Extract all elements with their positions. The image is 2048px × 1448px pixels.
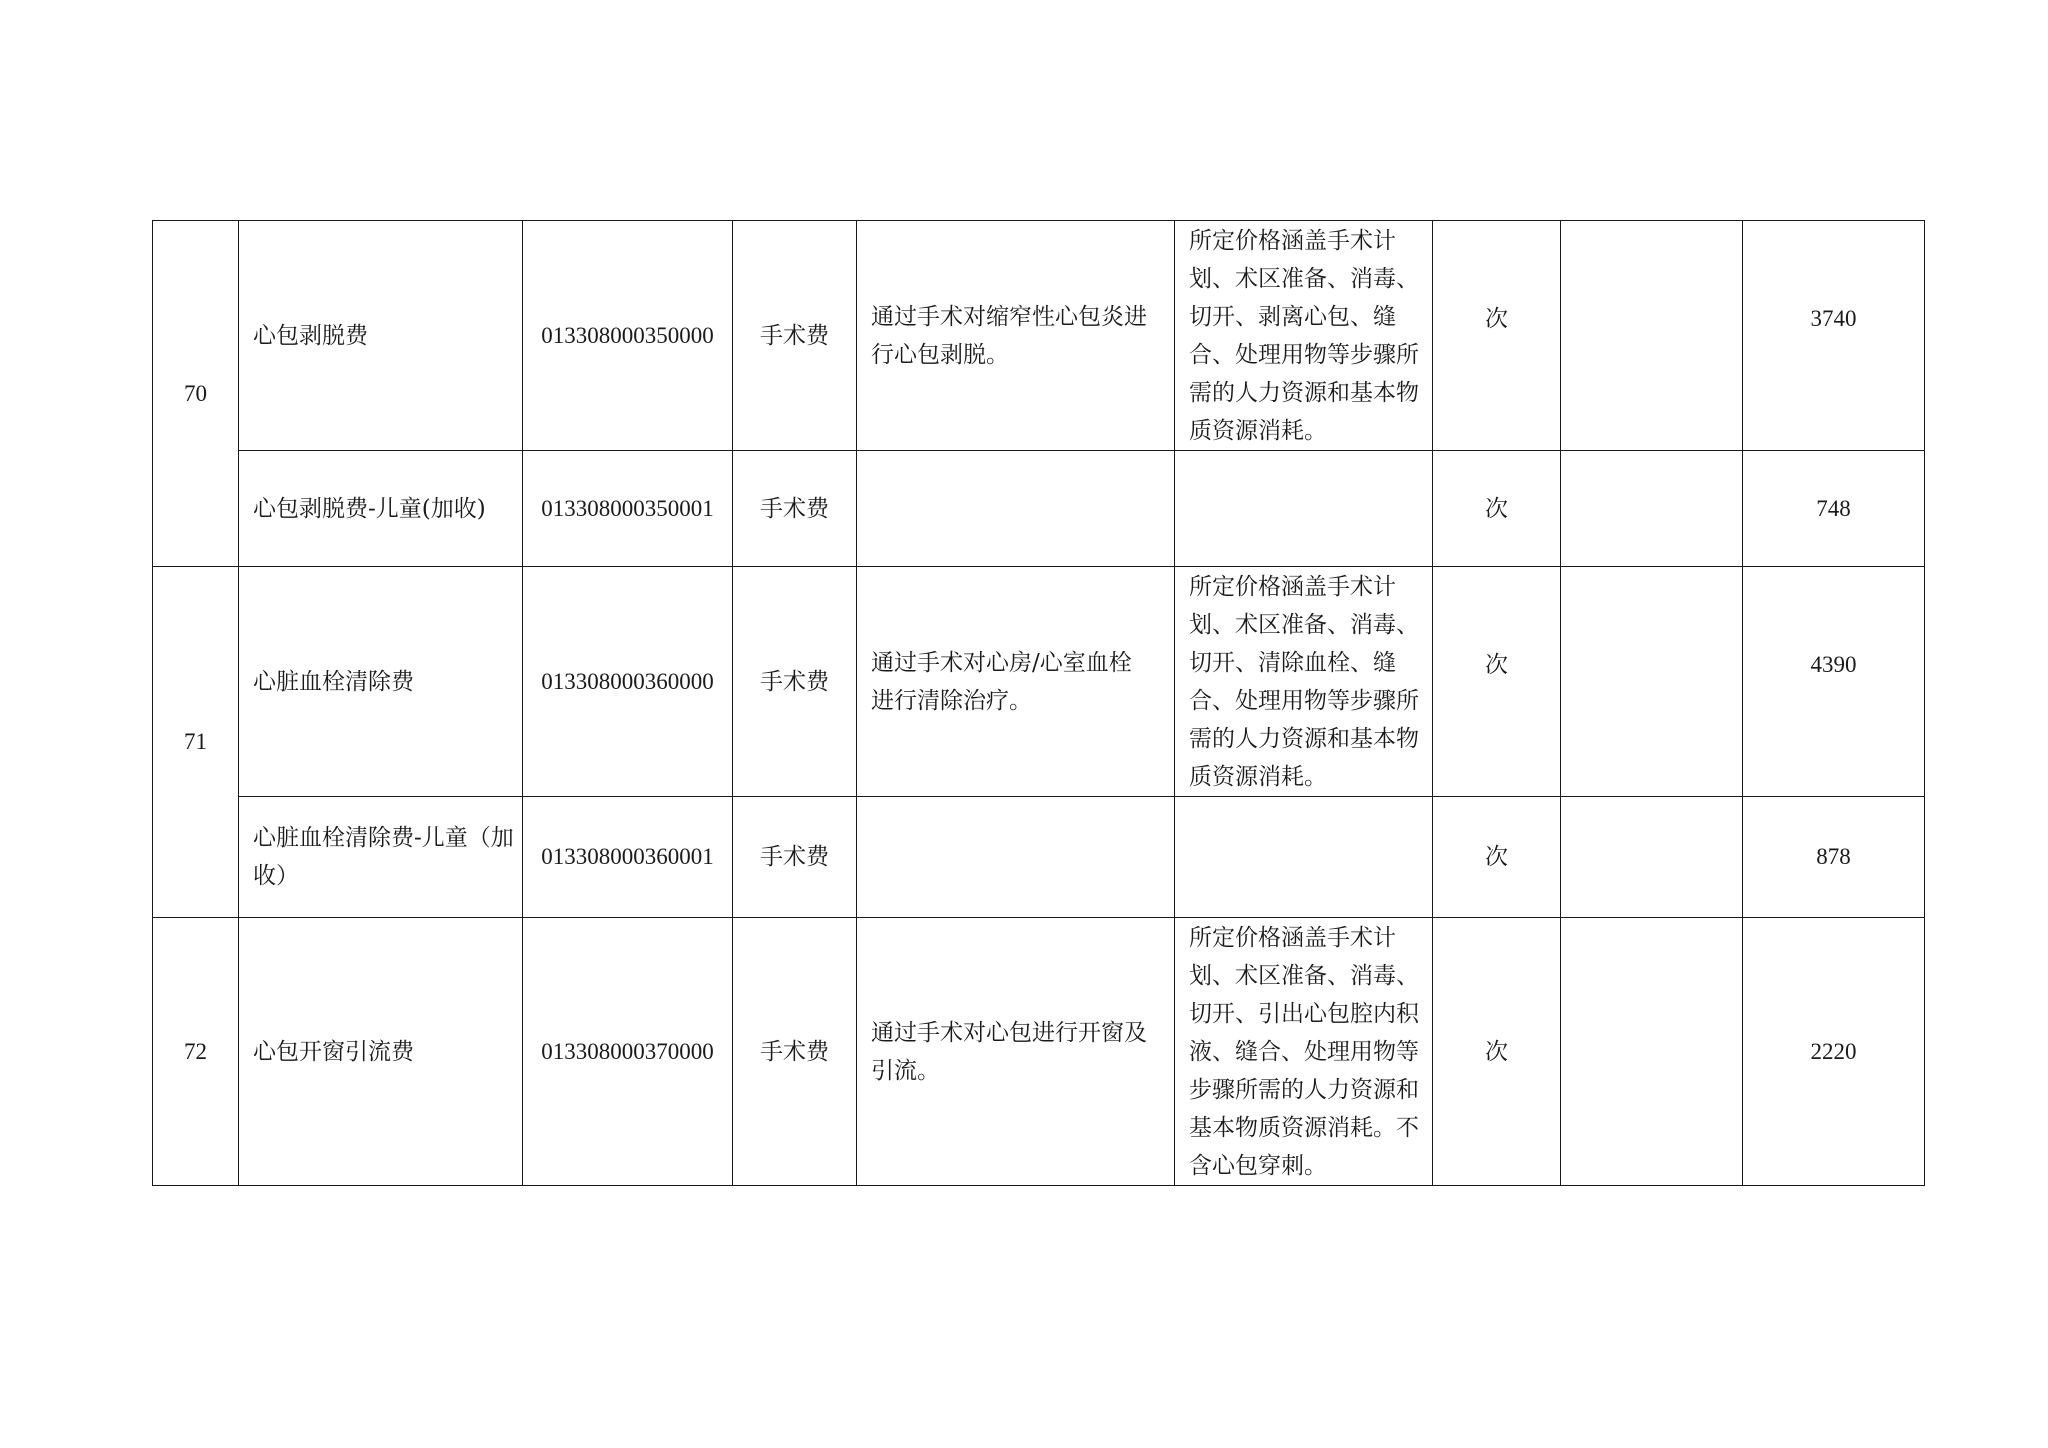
table-row <box>153 797 1925 918</box>
item-price: 4390 <box>1743 567 1925 797</box>
item-code: 013308000360001 <box>523 797 733 918</box>
item-category: 手术费 <box>733 221 857 451</box>
item-note <box>1561 567 1743 797</box>
item-number: 71 <box>153 567 239 918</box>
item-description <box>857 451 1175 567</box>
table-row <box>153 918 1925 1186</box>
item-code: 013308000350001 <box>523 451 733 567</box>
item-name: 心脏血栓清除费 <box>239 567 523 797</box>
item-code: 013308000360000 <box>523 567 733 797</box>
table-row <box>153 451 1925 567</box>
item-name: 心脏血栓清除费-儿童（加收） <box>239 797 523 918</box>
item-note <box>1561 797 1743 918</box>
item-price: 748 <box>1743 451 1925 567</box>
item-category: 手术费 <box>733 918 857 1186</box>
item-coverage: 所定价格涵盖手术计划、术区准备、消毒、切开、剥离心包、缝合、处理用物等步骤所需的人力资源和基本物质资源消耗。 <box>1175 221 1433 451</box>
item-name: 心包剥脱费-儿童(加收) <box>239 451 523 567</box>
item-note <box>1561 918 1743 1186</box>
item-coverage <box>1175 451 1433 567</box>
item-description: 通过手术对心包进行开窗及引流。 <box>857 918 1175 1186</box>
item-category: 手术费 <box>733 567 857 797</box>
item-price: 2220 <box>1743 918 1925 1186</box>
item-category: 手术费 <box>733 451 857 567</box>
item-price: 3740 <box>1743 221 1925 451</box>
table-row <box>153 221 1925 451</box>
item-unit: 次 <box>1433 918 1561 1186</box>
item-category: 手术费 <box>733 797 857 918</box>
item-coverage: 所定价格涵盖手术计划、术区准备、消毒、切开、清除血栓、缝合、处理用物等步骤所需的人力资源和基本物质资源消耗。 <box>1175 567 1433 797</box>
item-unit: 次 <box>1433 797 1561 918</box>
item-name: 心包剥脱费 <box>239 221 523 451</box>
item-note <box>1561 221 1743 451</box>
item-description: 通过手术对缩窄性心包炎进行心包剥脱。 <box>857 221 1175 451</box>
item-description: 通过手术对心房/心室血栓进行清除治疗。 <box>857 567 1175 797</box>
item-description <box>857 797 1175 918</box>
item-coverage: 所定价格涵盖手术计划、术区准备、消毒、切开、引出心包腔内积液、缝合、处理用物等步骤所需的人力资源和基本物质资源消耗。不含心包穿刺。 <box>1175 918 1433 1186</box>
item-unit: 次 <box>1433 451 1561 567</box>
item-number: 70 <box>153 221 239 567</box>
price-table <box>152 220 1925 1186</box>
item-number: 72 <box>153 918 239 1186</box>
item-name: 心包开窗引流费 <box>239 918 523 1186</box>
table-row <box>153 567 1925 797</box>
item-price: 878 <box>1743 797 1925 918</box>
item-note <box>1561 451 1743 567</box>
item-unit: 次 <box>1433 221 1561 451</box>
item-code: 013308000370000 <box>523 918 733 1186</box>
item-code: 013308000350000 <box>523 221 733 451</box>
item-coverage <box>1175 797 1433 918</box>
item-unit: 次 <box>1433 567 1561 797</box>
